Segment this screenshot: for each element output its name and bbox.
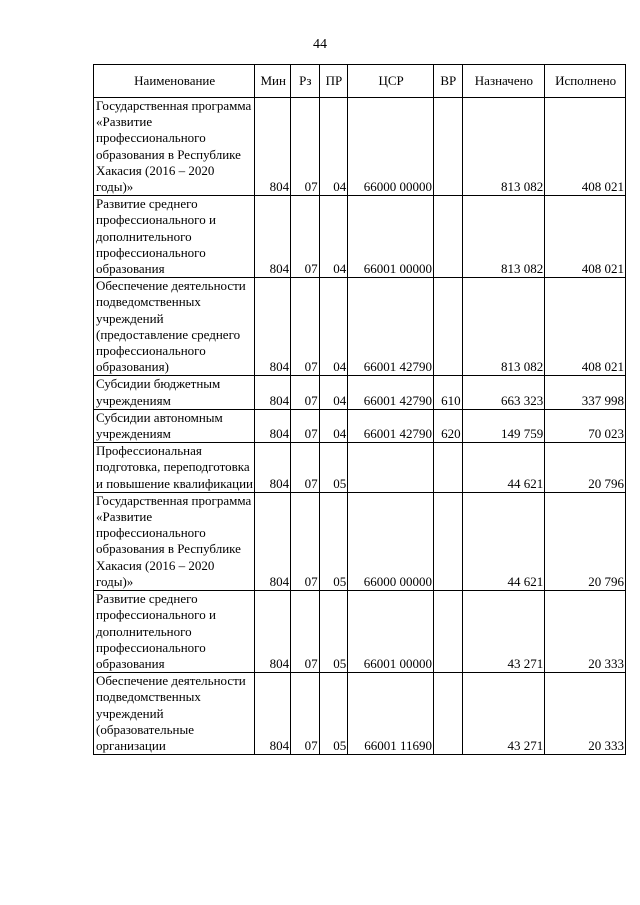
row-vr: 610 <box>433 376 462 409</box>
row-executed: 408 021 <box>545 196 626 278</box>
row-csr: 66001 11690 <box>348 673 434 755</box>
row-rz: 07 <box>291 196 320 278</box>
row-executed: 20 796 <box>545 492 626 590</box>
row-rz: 07 <box>291 673 320 755</box>
row-assigned: 44 621 <box>462 443 545 493</box>
row-vr <box>433 196 462 278</box>
table-row <box>94 591 626 673</box>
row-pr: 05 <box>319 591 348 673</box>
row-rz: 07 <box>291 591 320 673</box>
row-pr: 04 <box>319 196 348 278</box>
row-assigned: 813 082 <box>462 278 545 376</box>
row-name: Развитие среднего профессионального и дополнительного профессионального образования <box>94 196 255 278</box>
header-pr: ПР <box>319 65 348 98</box>
row-name: Субсидии бюджетным учреждениям <box>94 376 255 409</box>
row-csr <box>348 443 434 493</box>
row-min: 804 <box>255 673 291 755</box>
header-assigned: Назначено <box>462 65 545 98</box>
header-name: Наименование <box>94 65 255 98</box>
table-row <box>94 98 626 196</box>
row-assigned: 149 759 <box>462 409 545 442</box>
row-csr: 66001 42790 <box>348 376 434 409</box>
row-name: Развитие среднего профессионального и дополнительного профессионального образования <box>94 591 255 673</box>
row-min: 804 <box>255 591 291 673</box>
row-pr: 05 <box>319 673 348 755</box>
table-header-row <box>94 65 626 98</box>
row-pr: 05 <box>319 492 348 590</box>
row-name: Государственная программа «Развитие профессионального образования в Республике Хакасия (2016 – 2020 годы)» <box>94 98 255 196</box>
row-pr: 04 <box>319 409 348 442</box>
row-assigned: 44 621 <box>462 492 545 590</box>
row-name: Субсидии автономным учреждениям <box>94 409 255 442</box>
row-executed: 70 023 <box>545 409 626 442</box>
row-vr <box>433 673 462 755</box>
row-csr: 66000 00000 <box>348 492 434 590</box>
row-executed: 408 021 <box>545 278 626 376</box>
row-pr: 04 <box>319 376 348 409</box>
row-min: 804 <box>255 492 291 590</box>
row-assigned: 663 323 <box>462 376 545 409</box>
row-vr <box>433 492 462 590</box>
header-vr: ВР <box>433 65 462 98</box>
row-rz: 07 <box>291 376 320 409</box>
row-csr: 66001 00000 <box>348 196 434 278</box>
row-min: 804 <box>255 278 291 376</box>
row-pr: 04 <box>319 98 348 196</box>
row-pr: 04 <box>319 278 348 376</box>
row-rz: 07 <box>291 98 320 196</box>
row-assigned: 43 271 <box>462 673 545 755</box>
header-rz: Рз <box>291 65 320 98</box>
row-assigned: 813 082 <box>462 98 545 196</box>
row-vr <box>433 98 462 196</box>
row-rz: 07 <box>291 492 320 590</box>
row-vr <box>433 278 462 376</box>
row-name: Обеспечение деятельности подведомственных учреждений (предоставление среднего профессионального образования) <box>94 278 255 376</box>
table-row <box>94 673 626 755</box>
row-rz: 07 <box>291 278 320 376</box>
row-executed: 20 333 <box>545 673 626 755</box>
row-vr <box>433 443 462 493</box>
row-vr: 620 <box>433 409 462 442</box>
header-executed: Исполнено <box>545 65 626 98</box>
row-min: 804 <box>255 376 291 409</box>
table-row <box>94 278 626 376</box>
row-executed: 20 796 <box>545 443 626 493</box>
table-row <box>94 376 626 409</box>
row-csr: 66001 42790 <box>348 409 434 442</box>
row-executed: 20 333 <box>545 591 626 673</box>
row-vr <box>433 591 462 673</box>
row-rz: 07 <box>291 443 320 493</box>
header-csr: ЦСР <box>348 65 434 98</box>
page-number: 44 <box>313 37 327 52</box>
header-min: Мин <box>255 65 291 98</box>
table-row <box>94 196 626 278</box>
row-assigned: 43 271 <box>462 591 545 673</box>
row-assigned: 813 082 <box>462 196 545 278</box>
row-csr: 66001 00000 <box>348 591 434 673</box>
row-name: Государственная программа «Развитие профессионального образования в Республике Хакасия (2016 – 2020 годы)» <box>94 492 255 590</box>
row-min: 804 <box>255 443 291 493</box>
row-pr: 05 <box>319 443 348 493</box>
table-row <box>94 492 626 590</box>
row-csr: 66001 42790 <box>348 278 434 376</box>
row-rz: 07 <box>291 409 320 442</box>
row-executed: 408 021 <box>545 98 626 196</box>
row-csr: 66000 00000 <box>348 98 434 196</box>
row-min: 804 <box>255 409 291 442</box>
table-row <box>94 409 626 442</box>
row-name: Обеспечение деятельности подведомственных учреждений (образовательные организации <box>94 673 255 755</box>
row-executed: 337 998 <box>545 376 626 409</box>
table-row <box>94 443 626 493</box>
row-min: 804 <box>255 98 291 196</box>
budget-table <box>93 64 626 755</box>
row-min: 804 <box>255 196 291 278</box>
row-name: Профессиональная подготовка, переподготовка и повышение квалификации <box>94 443 255 493</box>
